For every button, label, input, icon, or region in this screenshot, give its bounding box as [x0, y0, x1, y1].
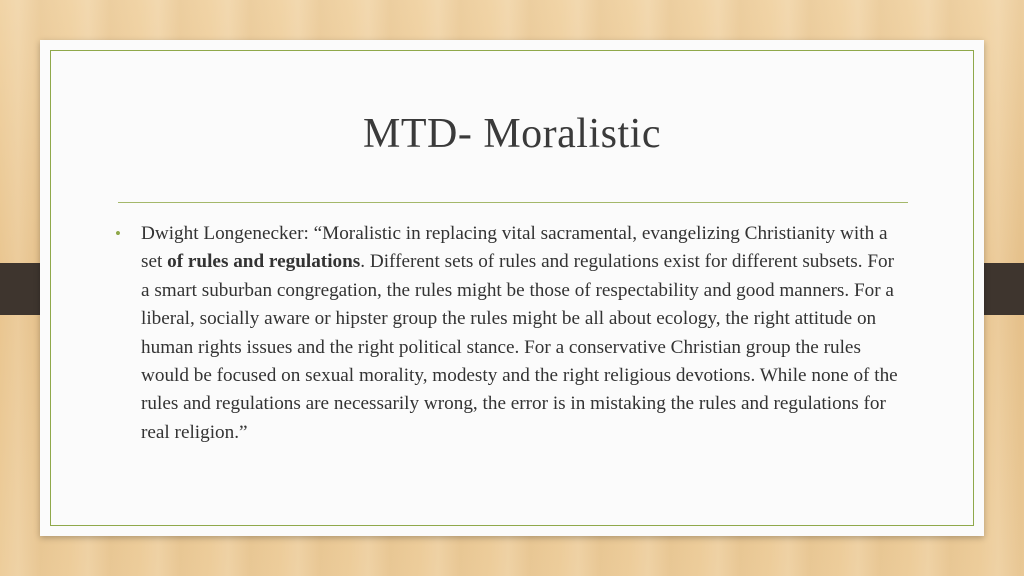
bullet-item [115, 220, 905, 447]
bullet-text-bold: of rules and regulations [167, 251, 361, 273]
slide-title: MTD- Moralistic [363, 111, 661, 157]
bullet-dot-icon: • [115, 224, 121, 243]
slide-content [115, 220, 905, 447]
slide [40, 40, 984, 536]
title-divider [118, 202, 908, 203]
bullet-text-end: . Different sets of rules and regulations exist for different subsets. For a smart suburban congregation, the rules might be those of respectability and good manners. For a liberal, socially aware or hipster group the rules might be all about ecology, the right attitude on human rights issues and the right political stance. For a conservative Christian group the rules would be focused on sexual morality, modesty and the right religious devotions. While none of the rules and regulations are necessarily wrong, the error is in mistaking the rules and regulations for real religion.” [141, 251, 898, 443]
bullet-text-start: Dwight Longenecker: “Moralistic in replacing vital sacramental, evangelizing Christianity with a set [141, 223, 888, 273]
